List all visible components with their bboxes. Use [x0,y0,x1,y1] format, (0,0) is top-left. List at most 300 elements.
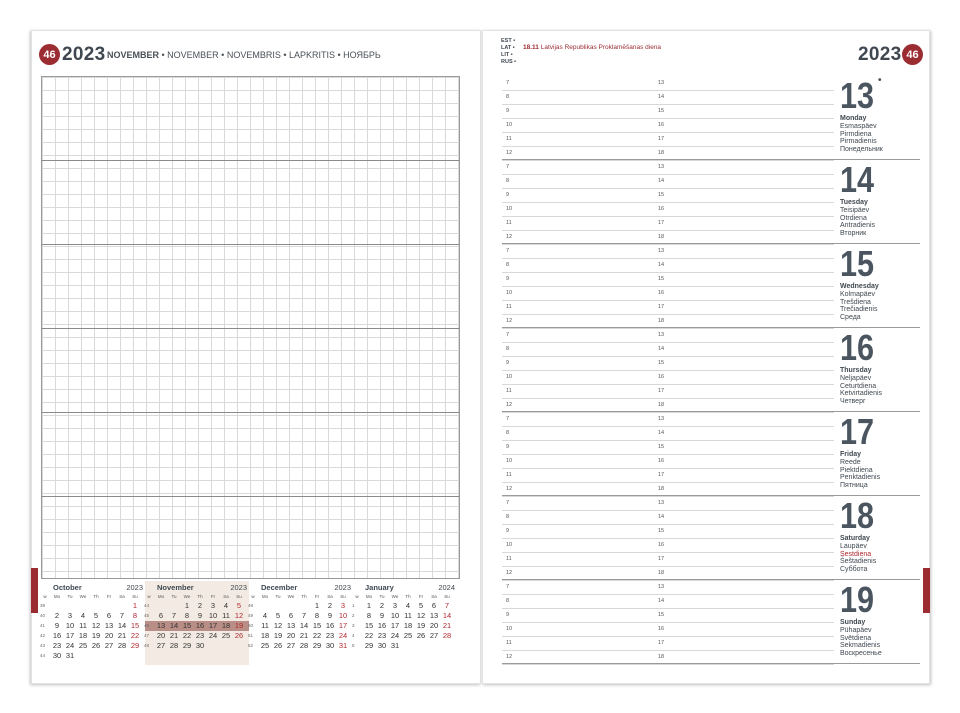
mini-calendar-weekdays [41,594,145,600]
day-name: Sestdiena [840,550,872,558]
mini-calendar-week [353,621,457,631]
calendar-day: 8 [366,611,372,620]
day-number: 13 [840,75,875,116]
calendar-day: 13 [104,621,114,630]
calendar-day: 30 [52,651,62,660]
calendar-day [51,601,63,611]
mini-calendar-week [249,631,353,641]
hour-label: 8 [506,598,510,604]
calendar-day: 22 [130,631,140,640]
calendar-day: 24 [65,641,75,650]
calendar-day: 29 [182,641,192,650]
notes-grid[interactable] [41,76,460,579]
day-name: Tuesday [840,199,868,206]
hour-label: 9 [506,192,510,198]
calendar-day: 26 [273,641,283,650]
hour-label: 13 [658,416,665,422]
calendar-day: 7 [301,611,307,620]
calendar-day: 28 [169,641,179,650]
hour-line [502,174,834,175]
day-name: Ceturtdiena [840,382,877,390]
calendar-day: 8 [314,611,320,620]
day-number: 19 [840,579,875,620]
hour-label: 13 [658,332,665,338]
calendar-day: 4 [405,601,411,610]
mini-calendar-week [249,611,353,621]
calendar-day: 13 [156,621,166,630]
hour-line [502,398,834,399]
week-column-label: w [43,594,47,599]
mini-calendar-week [145,631,249,641]
week-number-badge-right: 46 [902,44,923,65]
calendar-day: 27 [156,641,166,650]
weekday-label: Tu [67,594,73,599]
day-name: Trečiadienis [840,306,878,314]
calendar-day: 24 [338,631,348,640]
calendar-day: 2 [327,601,333,610]
holiday-code-est: EST • [501,38,516,44]
day-block-13[interactable] [502,76,920,160]
calendar-day: 27 [429,631,439,640]
hour-line [502,90,834,91]
calendar-day: 31 [390,641,400,650]
day-name: Otrdiena [840,214,867,222]
hour-label: 16 [658,122,665,128]
calendar-day: 12 [416,611,426,620]
calendar-day: 24 [390,631,400,640]
mini-calendar-year: 2023 [126,583,143,592]
week-number: 51 [248,633,254,638]
day-block-15[interactable] [502,244,920,328]
weekday-label: Mo [53,594,61,599]
calendar-day: 27 [286,641,296,650]
day-name: Reede [840,458,861,466]
hour-line [502,370,834,371]
week-number: 40 [40,613,46,618]
calendar-day [428,641,440,651]
hour-label: 8 [506,514,510,520]
calendar-day: 5 [93,611,99,620]
mini-calendar-header [365,583,455,593]
calendar-day: 11 [261,621,269,630]
day-name: Antradienis [840,222,876,230]
hour-line [502,384,834,385]
hour-label: 13 [658,164,665,170]
hour-line [502,664,834,665]
hour-line [502,118,834,119]
calendar-day: 4 [80,611,86,620]
mini-calendar-year: 2023 [334,583,351,592]
hour-label: 7 [506,164,510,170]
hour-label: 17 [658,556,665,562]
weekday-label: We [183,594,191,599]
mini-calendar-week [249,601,353,611]
hour-line [502,538,834,539]
mini-calendar-month: November [157,583,194,592]
weekday-label: Mo [365,594,373,599]
mini-calendar-week [145,621,249,631]
grid-separator [42,496,459,497]
hour-label: 11 [506,640,512,646]
calendar-day: 15 [182,621,192,630]
calendar-day: 31 [65,651,75,660]
mini-calendar-month: January [365,583,394,592]
calendar-day: 6 [288,611,294,620]
day-number: 16 [840,327,875,368]
hour-line [502,426,834,427]
hour-label: 17 [658,472,665,478]
hour-label: 15 [658,360,665,366]
week-number: 44 [144,603,150,608]
right-planner-page [482,30,930,684]
week-number: 5 [352,643,355,648]
hour-label: 13 [658,248,665,254]
calendar-day: 27 [104,641,114,650]
hour-label: 10 [506,206,513,212]
hour-line [502,202,834,203]
hour-label: 12 [506,486,513,492]
weekday-label: We [287,594,295,599]
hour-label: 7 [506,248,510,254]
weekday-label: Mo [157,594,165,599]
calendar-day: 29 [312,641,322,650]
hour-line [502,510,834,511]
holiday-note [523,44,661,51]
weekday-label: Sa [327,594,333,599]
hour-label: 14 [658,94,665,100]
day-block-16[interactable] [502,328,920,412]
week-number: 2 [352,613,355,618]
hour-label: 8 [506,94,510,100]
mini-calendar-week [145,641,249,651]
day-name: Kolmapäev [840,290,876,298]
mini-calendar-october [41,581,145,665]
hour-label: 10 [506,458,513,464]
day-name: Friday [840,451,862,458]
holiday-code-lat: LAT • [501,45,515,51]
mini-calendar-week [353,611,457,621]
mini-calendar-week [41,621,145,631]
grid-separator [42,244,459,245]
mini-calendar-weekdays [353,594,457,600]
right-bookmark-tab [923,568,930,613]
week-number: 49 [248,613,254,618]
mini-calendar-week [145,601,249,611]
calendar-day: 16 [195,621,205,630]
hour-line [502,566,834,567]
calendar-day: 21 [299,631,309,640]
hour-label: 8 [506,430,510,436]
calendar-day: 12 [91,621,101,630]
calendar-day: 14 [442,611,452,620]
weekday-label: We [79,594,87,599]
calendar-day [77,651,89,661]
page-year: 2023 [62,44,106,65]
weekday-label: Tu [275,594,281,599]
day-name: Sunday [840,619,866,626]
calendar-day: 20 [104,631,114,640]
calendar-day [90,601,102,611]
left-bookmark-tab [31,568,38,613]
day-name: Šeštadienis [840,558,877,566]
calendar-day: 6 [431,601,437,610]
calendar-day: 13 [286,621,296,630]
hour-label: 14 [658,262,665,268]
calendar-day [415,641,427,651]
hour-label: 11 [506,304,512,310]
weekday-label: Fr [106,594,112,599]
weekday-label: Su [340,594,346,599]
weekday-label: Th [301,594,307,599]
mini-calendar-header [261,583,351,593]
hour-label: 7 [506,500,510,506]
hour-label: 13 [658,500,665,506]
week-number-badge: 46 [39,44,60,65]
hour-line [502,286,834,287]
calendar-day [272,601,284,611]
calendar-day: 5 [275,611,281,620]
hour-line [502,636,834,637]
weekday-label: Sa [431,594,437,599]
day-names [840,619,882,658]
hour-label: 18 [658,150,665,156]
calendar-day: 4 [223,601,229,610]
calendar-day: 23 [377,631,387,640]
hour-label: 14 [658,346,665,352]
calendar-day [103,601,115,611]
calendar-day: 17 [65,631,75,640]
hour-label: 11 [506,136,512,142]
day-name: Среда [840,314,861,322]
day-name: Thursday [840,367,872,374]
calendar-day: 17 [390,621,400,630]
week-number: 41 [40,623,46,628]
mini-calendar-week [353,601,457,611]
calendar-day: 22 [182,631,192,640]
grid-separator [42,412,459,413]
calendar-day [168,601,180,611]
calendar-day: 9 [327,611,333,620]
calendar-day: 11 [79,621,87,630]
hour-label: 9 [506,528,510,534]
holiday-code-rus: RUS • [501,59,517,65]
hour-line [502,454,834,455]
hour-line [502,272,834,273]
calendar-day [233,641,245,651]
day-block-18[interactable] [502,496,920,580]
calendar-day: 16 [377,621,387,630]
hour-label: 8 [506,346,510,352]
calendar-day: 2 [54,611,60,620]
calendar-day: 11 [404,611,412,620]
day-name: Laupäev [840,542,867,550]
hour-line [502,342,834,343]
hour-label: 8 [506,178,510,184]
day-name: Pühapäev [840,626,872,634]
calendar-day: 26 [416,631,426,640]
calendar-day: 13 [429,611,439,620]
week-number: 44 [40,653,46,658]
hour-label: 11 [506,556,512,562]
hour-label: 14 [658,178,665,184]
hour-label: 17 [658,304,665,310]
calendar-day: 12 [273,621,283,630]
calendar-day: 25 [78,641,88,650]
month-title-translations: • NOVEMBER • NOVEMBRIS • LAPKRITIS • НОЯБРЬ [159,50,381,60]
calendar-day: 21 [442,621,452,630]
day-name: Четверг [840,398,866,406]
weekday-label: Su [132,594,138,599]
calendar-day: 30 [325,641,335,650]
page-year-right: 2023 [858,44,902,65]
calendar-day: 11 [222,611,230,620]
hour-label: 14 [658,514,665,520]
hour-label: 9 [506,108,510,114]
hour-line [502,258,834,259]
hour-line [502,468,834,469]
hour-label: 10 [506,122,513,128]
week-number: 42 [40,633,46,638]
weekday-label: Fr [210,594,216,599]
hour-label: 14 [658,430,665,436]
calendar-day: 23 [325,631,335,640]
day-number: 15 [840,243,875,284]
weekday-label: Fr [418,594,424,599]
calendar-day: 22 [364,631,374,640]
calendar-day: 15 [312,621,322,630]
calendar-day: 21 [169,631,179,640]
calendar-day: 30 [377,641,387,650]
hour-line [502,104,834,105]
calendar-day: 26 [91,641,101,650]
mini-calendar-january [353,581,457,665]
calendar-day: 4 [262,611,268,620]
day-block-17[interactable] [502,412,920,496]
calendar-day: 25 [260,641,270,650]
weekday-label: Sa [223,594,229,599]
calendar-day: 25 [221,631,231,640]
hour-line [502,594,834,595]
grid-separator [42,160,459,161]
day-names [840,451,880,490]
calendar-day [441,641,453,651]
calendar-day: 3 [67,611,73,620]
calendar-day: 19 [91,631,101,640]
day-name: Pirmdiena [840,130,872,138]
week-number: 1 [352,603,355,608]
calendar-day: 17 [338,621,348,630]
day-number: 17 [840,411,875,452]
left-planner-page [31,30,481,684]
hour-label: 11 [506,388,512,394]
calendar-day: 16 [52,631,62,640]
weekday-label: Th [405,594,411,599]
hour-line [502,608,834,609]
mini-calendar-week [353,641,457,651]
day-block-19[interactable] [502,580,920,664]
hour-label: 18 [658,570,665,576]
calendar-day [64,601,76,611]
weekday-label: We [391,594,399,599]
calendar-day [259,601,271,611]
hour-line [502,524,834,525]
weekday-label: Tu [171,594,177,599]
day-block-14[interactable] [502,160,920,244]
hour-line [502,216,834,217]
hour-label: 18 [658,402,665,408]
mini-calendar-week [145,611,249,621]
calendar-day: 1 [184,601,190,610]
calendar-day: 20 [429,621,439,630]
hour-label: 17 [658,136,665,142]
hour-line [502,146,834,147]
week-number: 3 [352,623,355,628]
hour-label: 10 [506,290,513,296]
calendar-day: 18 [403,621,413,630]
calendar-day: 26 [234,631,244,640]
week-number: 4 [352,633,355,638]
calendar-day: 19 [416,621,426,630]
day-name: Trešdiena [840,298,871,306]
calendar-day [155,601,167,611]
hour-label: 10 [506,626,513,632]
calendar-day: 1 [366,601,372,610]
mini-calendar-week [249,621,353,631]
day-name: Svētdiena [840,634,872,642]
calendar-day: 14 [299,621,309,630]
week-number: 50 [248,623,254,628]
calendar-day [402,641,414,651]
calendar-day: 15 [130,621,140,630]
calendar-day: 23 [195,631,205,640]
day-name: Teisipäev [840,206,870,214]
day-name: Sekmadienis [840,642,881,650]
hour-line [502,230,834,231]
hour-label: 14 [658,598,665,604]
day-name: Понедельник [840,146,883,154]
calendar-day: 25 [403,631,413,640]
mini-calendar-header [157,583,247,593]
hour-label: 15 [658,444,665,450]
hour-label: 7 [506,332,510,338]
hour-line [502,356,834,357]
calendar-day: 10 [65,621,75,630]
holiday-marker: • [878,75,882,86]
calendar-day: 3 [210,601,216,610]
hour-label: 16 [658,206,665,212]
day-name: Суббота [840,566,868,574]
mini-calendar-week [41,651,145,661]
day-name: Пятница [840,482,868,490]
calendar-day [116,651,128,661]
hour-label: 13 [658,80,665,86]
calendar-day [220,641,232,651]
hour-label: 16 [658,458,665,464]
calendar-day: 5 [236,601,242,610]
calendar-day [90,651,102,661]
day-name: Monday [840,115,867,122]
calendar-day: 1 [132,601,138,610]
hour-label: 13 [658,584,665,590]
hour-label: 18 [658,654,665,660]
month-title-en: NOVEMBER [107,50,160,60]
calendar-day [285,601,297,611]
day-names [840,115,883,154]
calendar-day: 3 [340,601,346,610]
hour-label: 8 [506,262,510,268]
mini-calendar-week [41,641,145,651]
mini-calendar-week [249,641,353,651]
